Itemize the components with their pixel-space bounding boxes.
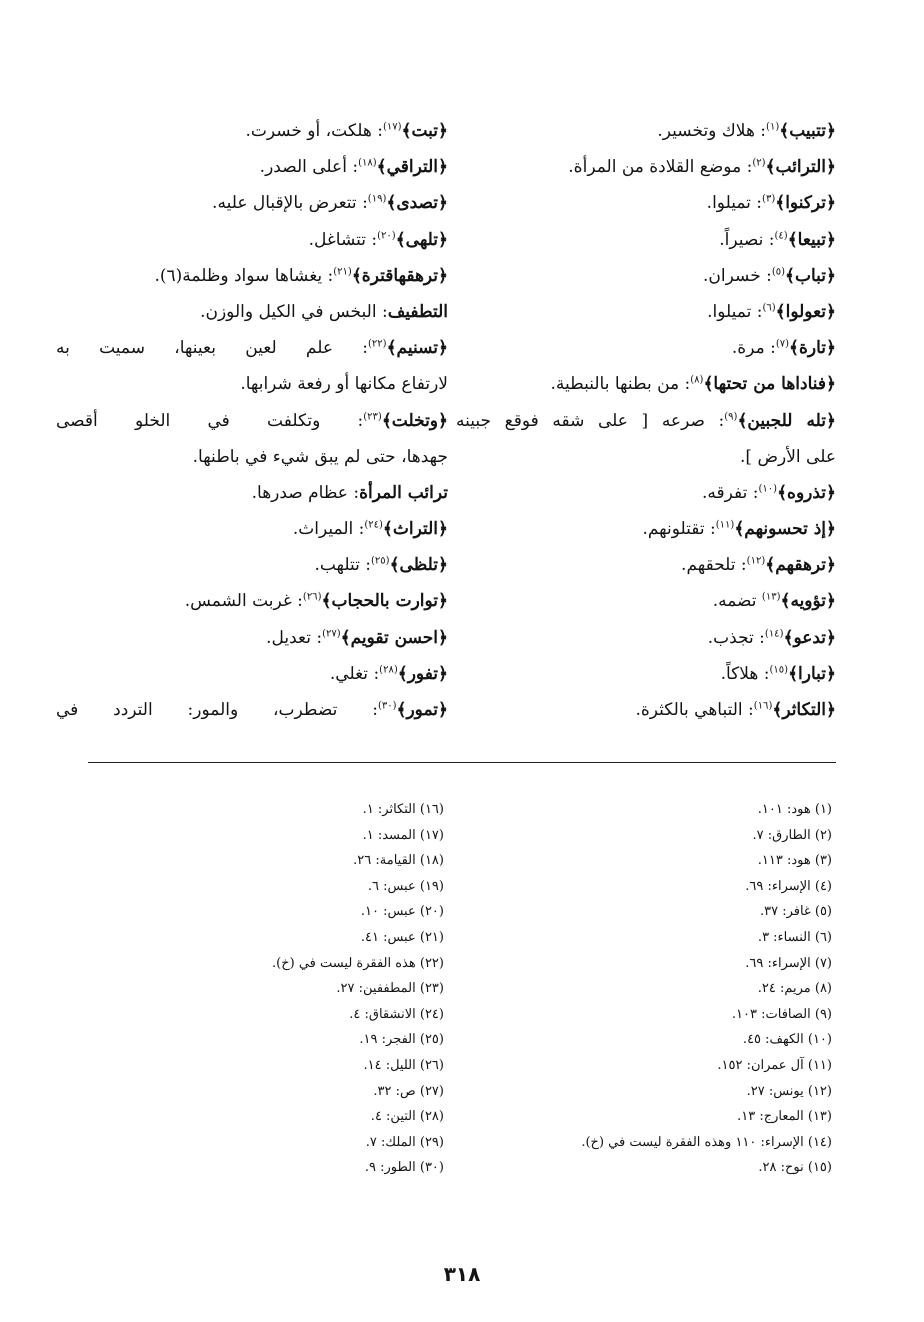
footnote-ref: (١٧) [382,121,402,133]
footnote: (٢٤) الانشقاق: ٤. [349,1006,444,1022]
ornate-bracket: ﴾ [386,338,397,359]
glossary-term: التكاثر [782,700,827,720]
footnote: (٤) الإسراء: ٦٩. [745,878,832,894]
ornate-bracket: ﴿ [826,229,836,250]
footnote-ref: (٣) [762,193,776,205]
glossary-line [56,547,448,583]
footnote-ref: (١٠) [758,483,778,495]
footnote: (١٠) الكهف: ٤٥. [742,1032,832,1048]
glossary-definition: : تتعرض بالإقبال عليه. [212,193,368,214]
glossary-term: تارة [799,338,827,359]
ornate-bracket: ﴾ [789,338,799,359]
footnote-ref: (١) [766,121,780,133]
ornate-bracket: ﴿ [438,193,448,214]
glossary-term: التطفيف [387,301,448,322]
footnote: (١٤) الإسراء: ١١٠ وهذه الفقرة ليست في (خ). [581,1134,832,1150]
footnote: (١٣) المعارج: ١٣. [737,1109,832,1125]
footnote: (٩) الصافات: ١٠٣. [731,1006,832,1022]
glossary-text: جهدها، حتى لم يبق شيء في باطنها. [192,446,448,467]
ornate-bracket: ﴿ [826,700,836,720]
ornate-bracket: ﴾ [321,591,332,612]
ornate-bracket: ﴿ [826,627,836,648]
glossary-line [456,149,836,185]
glossary-term: ترائب المرأة [359,482,448,503]
glossary-term: تله للجبين [747,410,827,431]
glossary-term: احسن تقويم [350,627,439,648]
ornate-bracket: ﴾ [734,519,745,540]
ornate-bracket: ﴿ [826,663,836,684]
ornate-bracket: ﴿ [826,591,836,612]
glossary-line [456,330,836,366]
ornate-bracket: ﴾ [386,193,397,214]
glossary-line [456,656,836,692]
ornate-bracket: ﴾ [340,627,351,648]
footnote-ref: (١٥) [769,664,789,676]
footnote: (١٥) نوح: ٢٨. [758,1160,832,1176]
ornate-bracket: ﴿ [826,265,836,286]
footnote-ref: (٢٨) [379,664,398,676]
ornate-bracket: ﴿ [438,121,448,141]
footnote-ref: (٢٦) [302,591,322,603]
glossary-line [456,294,836,330]
glossary-definition: : وتكلفت في الخلو أقصى [56,410,364,431]
footnote: (١١) آل عمران: ١٥٢. [717,1057,832,1073]
glossary-definition: : علم لعين بعينها، سميت به [56,338,369,359]
ornate-bracket: ﴾ [401,121,412,141]
ornate-bracket: ﴿ [438,265,448,286]
glossary-line [456,547,836,583]
ornate-bracket: ﴿ [438,338,448,359]
ornate-bracket: ﴾ [785,265,795,286]
ornate-bracket: ﴾ [783,627,794,648]
glossary-line [56,294,448,330]
ornate-bracket: ﴾ [703,374,714,395]
ornate-bracket: ﴾ [775,301,786,322]
glossary-definition: : تفرقه. [702,482,759,503]
footnote: (٣) هود: ١١٣. [757,853,832,869]
glossary-definition: : الميراث. [292,519,365,540]
glossary-term: تتبيب [789,121,827,141]
glossary-line [56,439,448,475]
glossary-line [456,439,836,475]
ornate-bracket: ﴾ [376,157,387,178]
glossary-term: تبيعا [797,229,827,250]
footnote-ref: (٥) [771,266,786,278]
footnote: (٢٦) الليل: ١٤. [363,1057,444,1073]
glossary-line [56,511,448,547]
ornate-bracket: ﴿ [438,555,448,576]
ornate-bracket: ﴿ [438,591,448,612]
glossary-definition: : التباهي بالكثرة. [635,700,754,720]
glossary-term: فناداها من تحتها [713,374,827,395]
ornate-bracket: ﴾ [397,663,408,684]
footnote-ref: (١٦) [753,700,773,712]
glossary-line [56,692,448,728]
footnotes-column-left [44,797,444,1181]
glossary-line [56,149,448,185]
ornate-bracket: ﴾ [396,700,407,720]
footnote-ref: (٨) [690,374,704,386]
ornate-bracket: ﴾ [788,663,799,684]
ornate-bracket: ﴾ [389,555,400,576]
footnote-ref: (٣٠) [377,700,397,712]
glossary-line [456,222,836,258]
ornate-bracket: ﴾ [737,410,748,431]
footnote: (١٦) التكاثر: ١. [362,802,444,817]
glossary-column-left [56,113,448,728]
glossary-text: : البخس في الكيل والوزن. [200,301,388,322]
footnote-ref: (٢٥) [371,555,390,567]
footnote: (٢٩) الملك: ٧. [365,1134,444,1150]
ornate-bracket: ﴿ [438,663,448,684]
ornate-bracket: ﴿ [826,301,836,322]
footnote: (١٢) يونس: ٢٧. [746,1083,832,1099]
glossary-definition: : مرة. [731,338,776,359]
glossary-definition: : هلكت، أو خسرت. [245,121,383,141]
ornate-bracket: ﴾ [381,410,392,431]
glossary-text: على الأرض ]. [740,446,836,467]
glossary-line [456,583,836,619]
ornate-bracket: ﴿ [438,410,448,431]
footnote-ref: (٧) [775,338,790,350]
footnote-ref: (٢٤) [364,519,383,531]
footnote-ref: (٢٣) [363,410,382,422]
footnote: (١٩) عبس: ٦. [367,878,444,894]
ornate-bracket: ﴿ [826,121,836,141]
glossary-line [456,403,836,439]
footnote: (٥) غافر: ٣٧. [759,904,832,920]
glossary-term: ترهقهم [775,555,827,576]
ornate-bracket: ﴿ [826,338,836,359]
footnote: (٣٠) الطور: ٩. [364,1160,444,1176]
glossary-line [56,330,448,366]
footnote-ref: (٦) [762,302,776,314]
footnote-ref: (١٣) [761,591,781,603]
ornate-bracket: ﴾ [765,555,776,576]
footnote-ref: (٢٠) [377,229,396,241]
glossary-line [56,620,448,656]
footnote: (٢٣) المطففين: ٢٧. [336,981,444,997]
ornate-bracket: ﴾ [395,229,406,250]
glossary-definition: : تتلهب. [314,555,372,576]
ornate-bracket: ﴾ [772,700,783,720]
glossary-definition: : تغلي. [329,663,380,684]
footnote: (٨) مريم: ٢٤. [757,981,832,997]
footnote: (١٧) المسد: ١. [362,827,444,843]
glossary-term: تباب [794,265,827,286]
glossary-line [456,511,836,547]
footnote: (٢٧) ص: ٣٢. [373,1083,444,1099]
footnotes-column-right [432,797,832,1181]
glossary-line [56,113,448,149]
glossary-column-right [456,113,836,728]
ornate-bracket: ﴿ [438,627,448,648]
ornate-bracket: ﴾ [779,121,790,141]
ornate-bracket: ﴿ [438,229,448,250]
footnote-ref: (١٢) [746,555,766,567]
glossary-term: تؤويه [790,591,827,612]
glossary-definition: : يغشاها سواد وظلمة(٦). [154,265,334,286]
ornate-bracket: ﴿ [826,482,836,503]
glossary-definition: : تعديل. [266,627,323,648]
ornate-bracket: ﴿ [826,193,836,214]
footnote-ref: (١٩) [367,193,387,205]
glossary-line [56,656,448,692]
ornate-bracket: ﴿ [826,555,836,576]
glossary-line [56,366,448,402]
glossary-definition: : نصيراً. [719,229,775,250]
footnote: (٢٢) هذه الفقرة ليست في (خ). [272,955,444,971]
ornate-bracket: ﴾ [777,482,788,503]
glossary-definition: : تميلوا. [707,301,763,322]
glossary-definition: : تجذب. [707,627,765,648]
footnote: (٧) الإسراء: ٦٩. [745,955,832,971]
footnote: (١) هود: ١٠١. [757,802,832,817]
glossary-definition: : تضطرب، والمور: التردد في [56,700,378,720]
footnote-ref: (٢٧) [322,627,341,639]
footnote: (٢) الطارق: ٧. [752,827,832,843]
ornate-bracket: ﴿ [438,700,448,720]
glossary-definition: : من بطنها بالنبطية. [550,374,691,395]
glossary-term: تبارا [798,663,827,684]
glossary-term: وتخلت [391,410,439,431]
footnote: (٢٨) التين: ٤. [370,1109,444,1125]
footnote-ref: (٢٢) [368,338,387,350]
glossary-line [56,403,448,439]
glossary-term: تبت [411,121,439,141]
glossary-line [56,185,448,221]
ornate-bracket: ﴿ [826,157,836,178]
glossary-line [456,475,836,511]
glossary-term: تعولوا [785,301,827,322]
glossary-term: تفور [407,663,439,684]
ornate-bracket: ﴿ [438,519,448,540]
footnote-ref: (١١) [715,519,735,531]
footnote: (٢٥) الفجر: ١٩. [359,1032,444,1048]
glossary-term: تصدى [396,193,439,214]
footnote: (٢١) عبس: ٤١. [360,929,444,945]
glossary-line [456,620,836,656]
ornate-bracket: ﴾ [780,591,791,612]
footnote-ref: (٢) [752,157,766,169]
footnote: (٢٠) عبس: ١٠. [360,904,444,920]
glossary-term: تلظى [399,555,439,576]
glossary-definition: : تتشاغل. [308,229,378,250]
glossary-definition: : أعلى الصدر. [259,157,359,178]
glossary-line [456,366,836,402]
glossary-term: التراث [392,519,439,540]
footnote: (٦) النساء: ٣. [757,929,832,945]
footnote-ref: (١٨) [358,157,377,169]
glossary-term: تمور [406,700,439,720]
glossary-term: إذ تحسونهم [744,519,827,540]
glossary-term: ترهقهاقترة [361,265,439,286]
footnote-ref: (٩) [724,410,738,422]
glossary-definition: : غربت الشمس. [184,591,303,612]
footnote-ref: (٢١) [333,266,352,278]
ornate-bracket: ﴾ [382,519,393,540]
ornate-bracket: ﴿ [826,410,836,431]
glossary-line [56,583,448,619]
ornate-bracket: ﴾ [351,265,362,286]
glossary-definition: تضمه. [712,591,762,612]
glossary-line [456,113,836,149]
footnote: (١٨) القيامة: ٢٦. [353,853,444,869]
glossary-definition: : صرعه [ على شقه فوقع جبينه [456,410,725,431]
glossary-definition: : هلاكاً. [720,663,770,684]
glossary-definition: : هلاك وتخسير. [657,121,767,141]
glossary-term: تذروه [787,482,827,503]
glossary-term: تلهى [405,229,439,250]
glossary-term: تسنيم [396,338,439,359]
glossary-line [56,222,448,258]
glossary-line [456,258,836,294]
glossary-term: التراقي [386,157,439,178]
ornate-bracket: ﴾ [787,229,798,250]
glossary-definition: : تلحقهم. [681,555,747,576]
glossary-line [456,692,836,728]
glossary-definition: : موضع القلادة من المرأة. [568,157,753,178]
ornate-bracket: ﴿ [438,157,448,178]
ornate-bracket: ﴾ [765,157,776,178]
glossary-text: : عظام صدرها. [251,482,360,503]
ornate-bracket: ﴾ [775,193,786,214]
glossary-definition: : خسران. [703,265,772,286]
glossary-line [56,258,448,294]
glossary-definition: : تميلوا. [706,193,763,214]
glossary-term: الترائب [775,157,827,178]
ornate-bracket: ﴿ [826,374,836,395]
glossary-definition: : تقتلونهم. [642,519,716,540]
glossary-line [456,185,836,221]
footnote-ref: (١٤) [764,627,784,639]
footnote-ref: (٤) [774,229,788,241]
glossary-term: تدعو [793,627,827,648]
ornate-bracket: ﴿ [826,519,836,540]
footnote-separator [88,762,836,763]
glossary-term: توارت بالحجاب [331,591,439,612]
glossary-text: لارتفاع مكانها أو رفعة شرابها. [240,374,448,395]
glossary-line [56,475,448,511]
glossary-term: تركنوا [785,193,827,214]
page-number: ٣١٨ [443,1262,481,1286]
